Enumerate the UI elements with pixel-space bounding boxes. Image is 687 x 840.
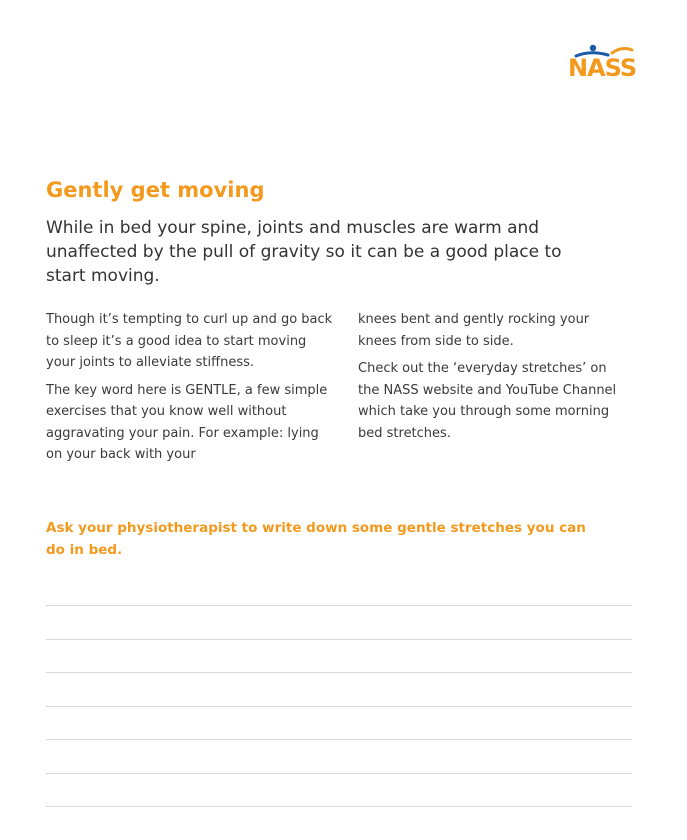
writing-area <box>46 605 632 840</box>
physio-prompt: Ask your physiotherapist to write down some gentle stretches you can do in bed. <box>46 520 586 558</box>
writing-line[interactable] <box>46 739 632 773</box>
intro-paragraph: While in bed your spine, joints and muscles are warm and unaffected by the pull of gravity so it can be a good place to start moving. <box>46 218 562 286</box>
writing-line[interactable] <box>46 639 632 673</box>
writing-line[interactable] <box>46 672 632 706</box>
nass-logo <box>568 44 638 86</box>
body-paragraph: The key word here is GENTLE, a few simple exercises that you know well without aggravating your pain. For example: lying on your back with your <box>46 382 328 462</box>
body-paragraph: Check out the ‘everyday stretches’ on the NASS website and YouTube Channel which take you through some morning bed stretches. <box>358 361 617 441</box>
writing-line[interactable] <box>46 706 632 740</box>
body-paragraph: Though it’s tempting to curl up and go back to sleep it’s a good idea to start moving your joints to alleviate stiffness. <box>46 312 333 370</box>
writing-line[interactable] <box>46 806 632 840</box>
right-column <box>358 309 628 450</box>
section-title: Gently get moving <box>46 178 265 202</box>
body-paragraph: knees bent and gently rocking your knees from side to side. <box>358 312 590 349</box>
writing-line[interactable] <box>46 773 632 807</box>
logo-wordmark: NASS <box>568 54 637 82</box>
writing-line[interactable] <box>46 605 632 639</box>
left-column <box>46 309 336 472</box>
